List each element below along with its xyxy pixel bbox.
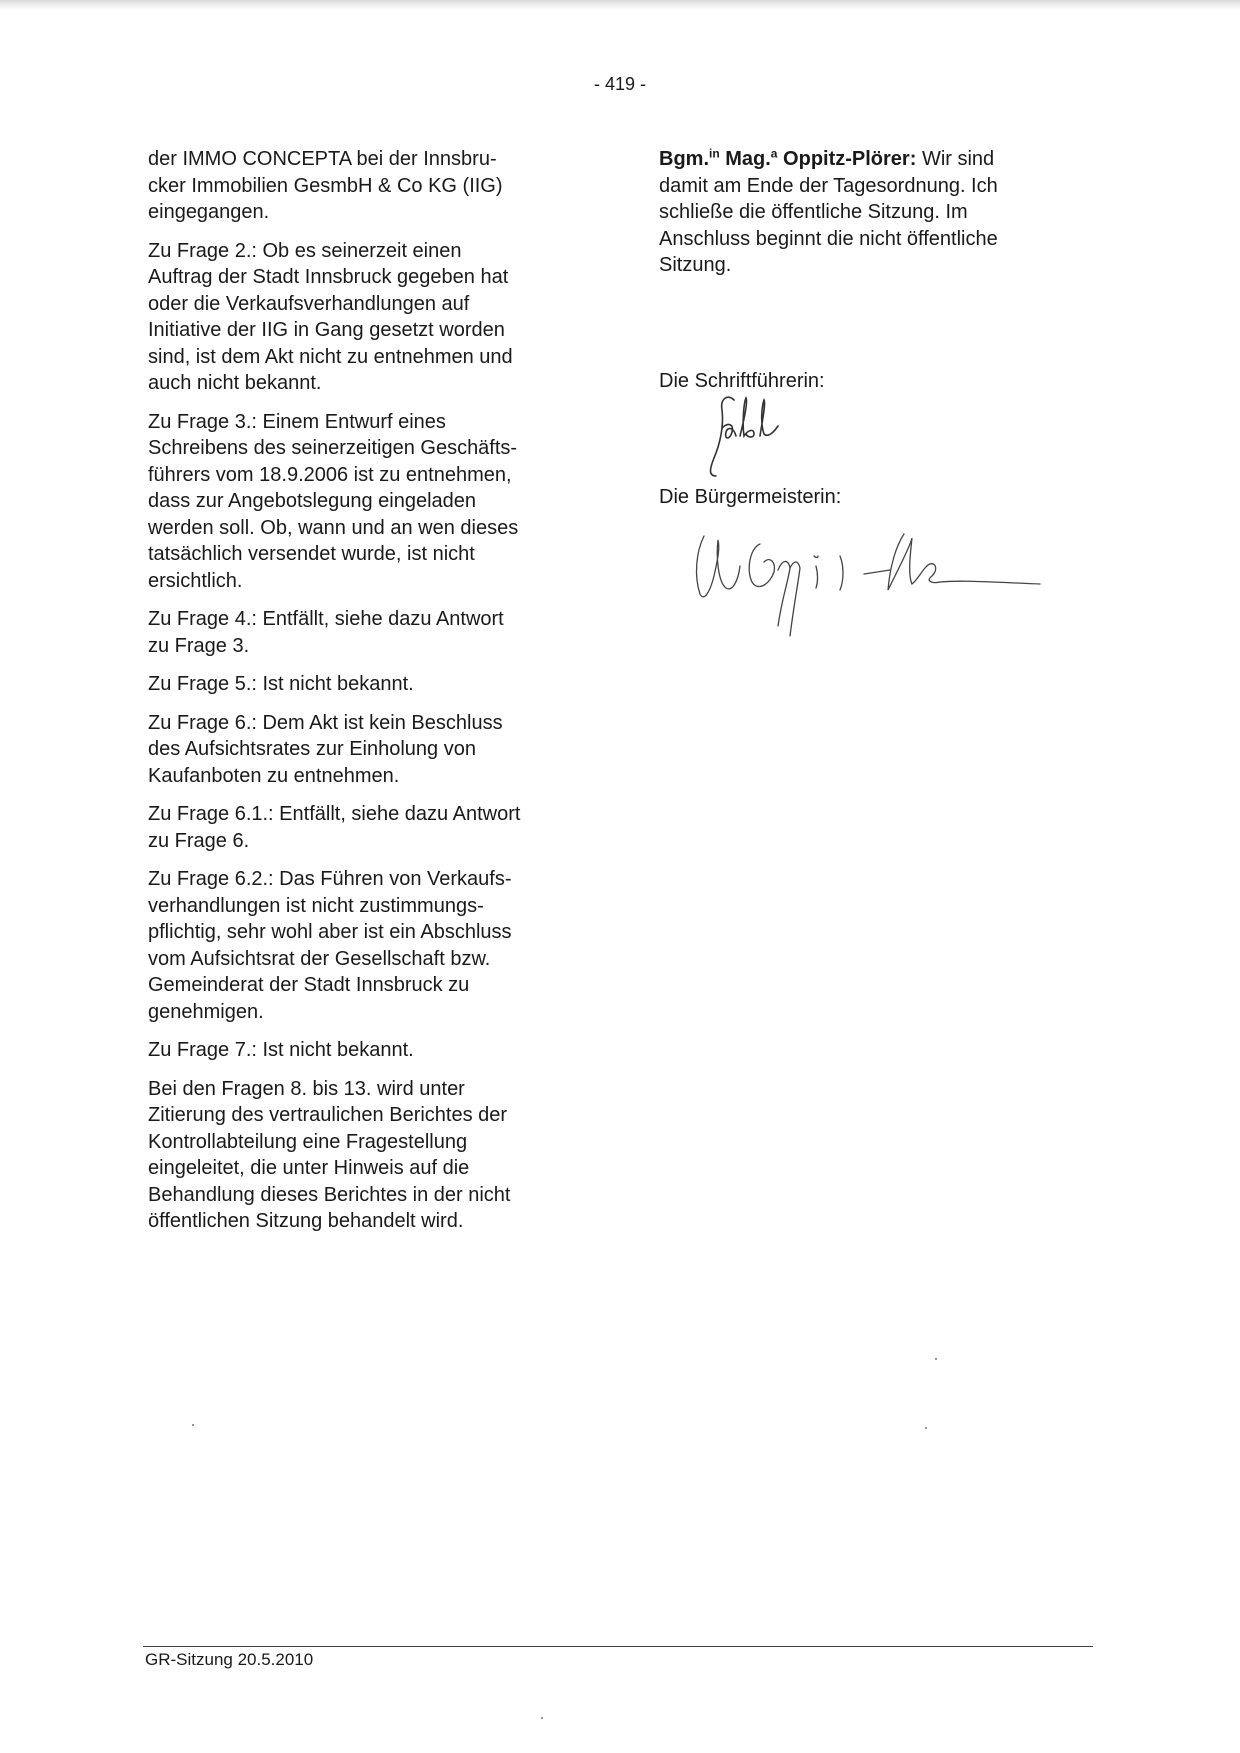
- scan-edge: [0, 0, 1240, 10]
- footer-rule: [143, 1646, 1093, 1647]
- paragraph-frage-6-2: Zu Frage 6.2.: Das Führen von Verkaufs- verhandlungen ist nicht zustimmungs- pflichtig, sehr wohl aber ist ein Abschluss vom Aufsichtsrat der Gesellschaft bzw. Gemeinderat der Stadt Innsbruck zu genehmigen.: [148, 868, 512, 1023]
- paragraph-frage-5: Zu Frage 5.: Ist nicht bekannt.: [148, 673, 414, 695]
- closing-statement: [659, 146, 1079, 279]
- speaker-name: Bgm.$^{in}$ Mag.$^a$ Oppitz-Plörer:: [659, 146, 917, 170]
- paragraph-frage-7: Zu Frage 7.: Ist nicht bekannt.: [148, 1039, 414, 1061]
- paragraph-frage-6: Zu Frage 6.: Dem Akt ist kein Beschluss des Aufsichtsrates zur Einholung von Kaufanboten zu entnehmen.: [148, 711, 503, 787]
- paragraph-fragen-8-13: Bei den Fragen 8. bis 13. wird unter Zitierung des vertraulichen Berichtes der Kontrollabteilung eine Fragestellung eingeleitet, die unter Hinweis auf die Behandlung dieses Berichtes in der nicht öffentlichen Sitzung behandelt wird.: [148, 1077, 511, 1232]
- paragraph-immo-concepta: der IMMO CONCEPTA bei der Innsbru- cker Immobilien GesmbH & Co KG (IIG) eingegangen.: [148, 148, 503, 223]
- statement-text: Wir sind damit am Ende der Tagesordnung. Ich schließe die öffentliche Sitzung. Im Anschluss beginnt die nicht öffentliche Sitzung.: [659, 148, 998, 276]
- scan-speck: [541, 1717, 543, 1719]
- scan-speck: [192, 1424, 194, 1426]
- paragraph-frage-6-1: Zu Frage 6.1.: Entfällt, siehe dazu Antwort zu Frage 6.: [148, 803, 521, 852]
- page-number: - 419 -: [593, 74, 647, 94]
- footer-text: GR-Sitzung 20.5.2010: [145, 1650, 314, 1669]
- paragraph-frage-3: Zu Frage 3.: Einem Entwurf eines Schreibens des seinerzeitigen Geschäfts- führers vom 18.9.2006 ist zu entnehmen, dass zur Angebotslegung eingeladen werden soll. Ob, wann und an wen dieses tatsächlich versendet wurde, ist nicht ersichtlich.: [148, 410, 519, 592]
- paragraph-frage-4: Zu Frage 4.: Entfällt, siehe dazu Antwort zu Frage 3.: [148, 608, 504, 657]
- left-column: [148, 146, 588, 1247]
- secretary-signature: [700, 392, 820, 492]
- right-column: [659, 146, 1079, 291]
- scan-speck: [935, 1358, 937, 1360]
- mayor-signature: [690, 526, 1050, 646]
- paragraph-frage-2: Zu Frage 2.: Ob es seinerzeit einen Auftrag der Stadt Innsbruck gegeben hat oder die Verkaufsverhandlungen auf Initiative der IIG in Gang gesetzt worden sind, ist dem Akt nicht zu entnehmen und auch nicht bekannt.: [148, 239, 513, 394]
- mayor-label: Die Bürgermeisterin:: [659, 486, 842, 508]
- secretary-label: Die Schriftführerin:: [659, 370, 825, 392]
- scan-speck: [925, 1427, 927, 1429]
